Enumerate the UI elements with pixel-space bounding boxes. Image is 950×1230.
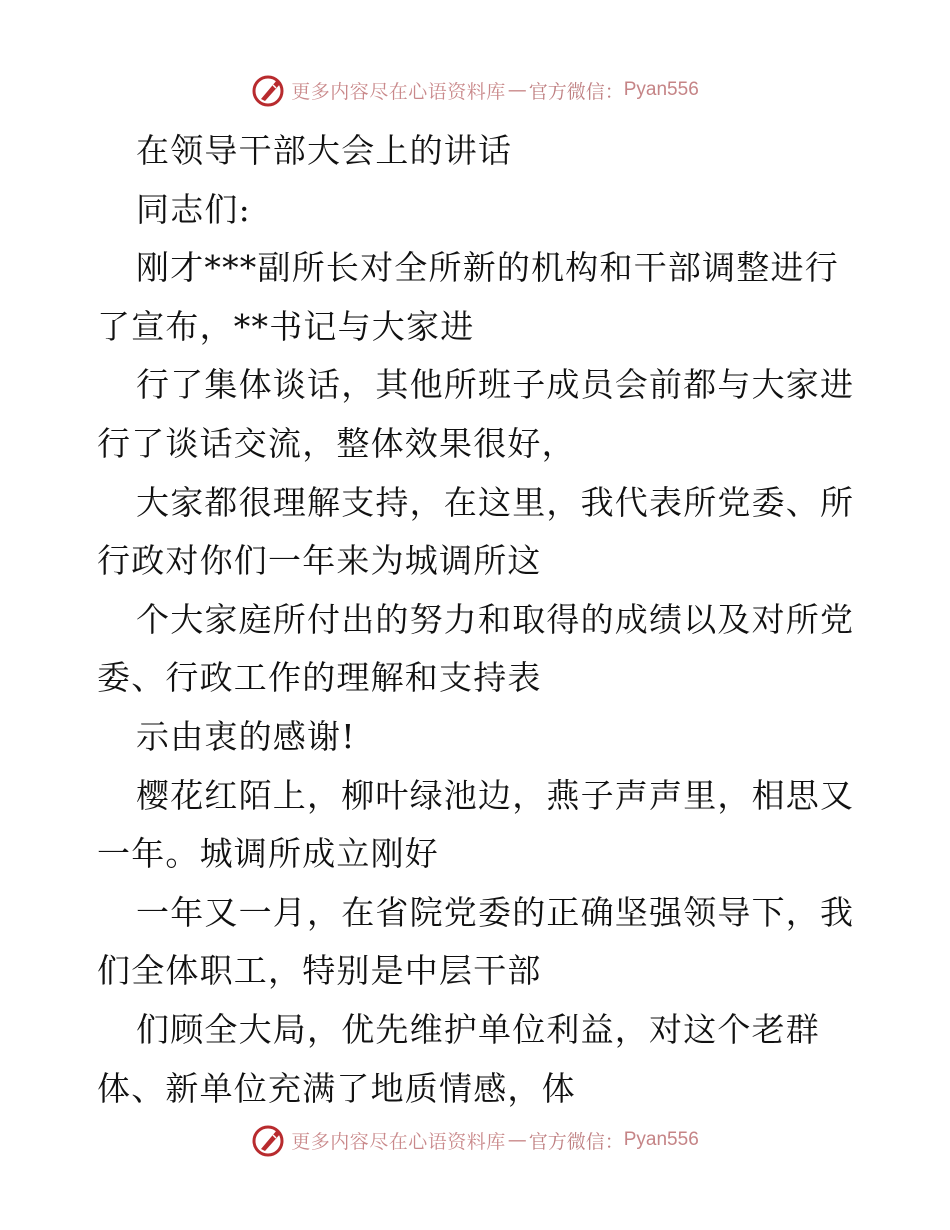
watermark-wechat-label: 官方微信： bbox=[528, 1130, 624, 1153]
text-line: 示由衷的感谢! bbox=[136, 716, 356, 756]
text-line: 了宣布，**书记与大家进 bbox=[97, 306, 475, 346]
footer-watermark bbox=[0, 1120, 950, 1160]
text-line: 大家都很理解支持，在这里，我代表所党委、所 bbox=[136, 482, 855, 522]
text-line: 个大家庭所付出的努力和取得的成绩以及对所党 bbox=[136, 599, 855, 639]
watermark-wechat-label: 官方微信： bbox=[528, 80, 624, 103]
text-line: 一年。城调所成立刚好 bbox=[97, 834, 439, 874]
salutation: 同志们: bbox=[136, 189, 251, 229]
text-line: 樱花红陌上，柳叶绿池边，燕子声声里，相思又 bbox=[136, 775, 855, 815]
watermark-text: 更多内容尽在心语资料库 bbox=[291, 80, 506, 103]
text-line: 行了集体谈话，其他所班子成员会前都与大家进 bbox=[136, 365, 855, 405]
document-body bbox=[97, 122, 857, 1118]
text-line: 委、行政工作的理解和支持表 bbox=[97, 658, 542, 698]
text-line: 体、新单位充满了地质情感，体 bbox=[97, 1068, 576, 1108]
watermark-dash: — bbox=[507, 1129, 527, 1151]
text-line: 们全体职工，特别是中层干部 bbox=[97, 951, 542, 991]
quill-logo-icon bbox=[251, 1122, 287, 1158]
watermark-wechat-id: Pyan556 bbox=[623, 1129, 699, 1150]
document-title: 在领导干部大会上的讲话 bbox=[136, 131, 513, 170]
watermark-wechat-id: Pyan556 bbox=[623, 79, 699, 100]
text-line: 刚才***副所长对全所新的机构和干部调整进行 bbox=[136, 248, 839, 288]
quill-logo-icon bbox=[251, 72, 287, 108]
watermark-dash: — bbox=[507, 79, 527, 101]
header-watermark bbox=[0, 70, 950, 110]
text-line: 们顾全大局，优先维护单位利益，对这个老群 bbox=[136, 1009, 820, 1049]
watermark-text: 更多内容尽在心语资料库 bbox=[291, 1130, 506, 1153]
text-line: 一年又一月，在省院党委的正确坚强领导下，我 bbox=[136, 892, 855, 932]
text-line: 行政对你们一年来为城调所这 bbox=[97, 541, 542, 581]
text-line: 行了谈话交流，整体效果很好， bbox=[97, 423, 576, 463]
